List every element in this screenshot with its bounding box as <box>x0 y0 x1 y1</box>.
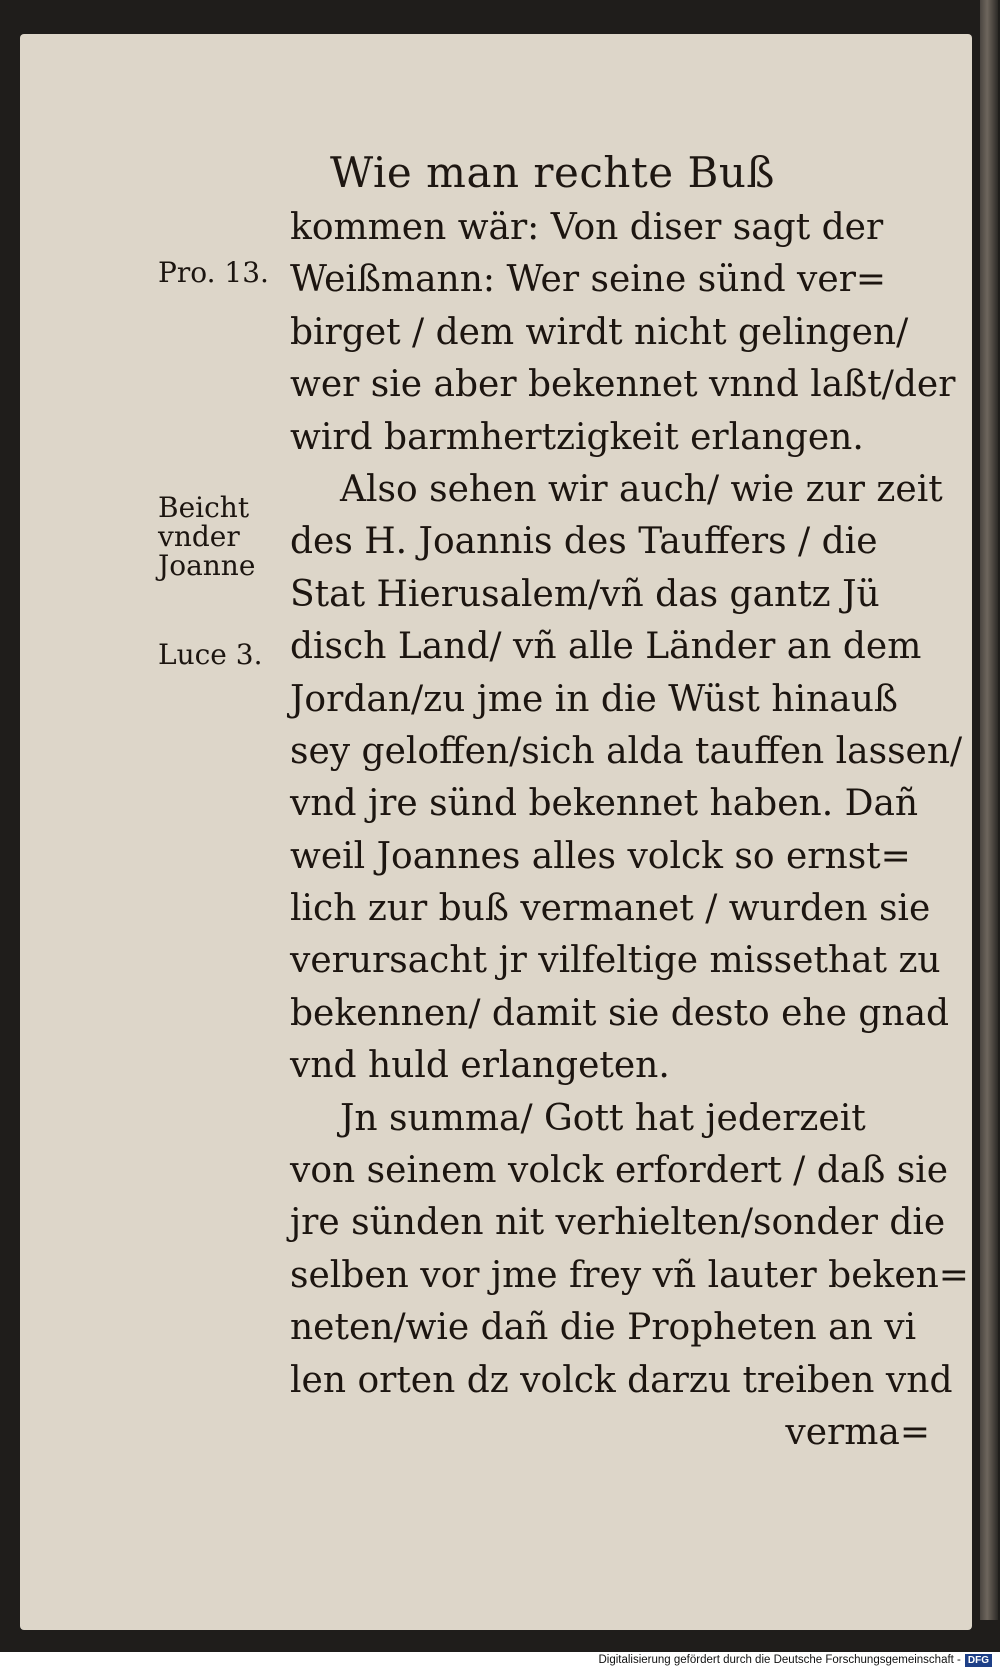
text-line: sey geloffen/sich alda tauffen lassen/ <box>290 730 963 772</box>
text-line: Weißmann: Wer seine sünd ver= <box>290 259 887 301</box>
text-line: verursacht jr vilfeltige missethat zu <box>290 940 941 982</box>
text-line: Jn summa/ Gott hat jederzeit <box>340 1097 866 1139</box>
text-line: birget / dem wirdt nicht gelingen/ <box>290 311 909 353</box>
text-line: weil Joannes alles volck so ernst= <box>290 835 911 877</box>
text-line: disch Land/ vñ alle Länder an dem <box>290 626 922 668</box>
text-line: vnd huld erlangeten. <box>290 1045 670 1087</box>
funding-footer <box>598 1652 992 1668</box>
text-line: bekennen/ damit sie desto ehe gnad <box>290 992 950 1034</box>
text-line: selben vor jme frey vñ lauter beken= <box>290 1254 969 1296</box>
text-line: des H. Joannis des Tauffers / die <box>290 521 878 563</box>
dfg-logo: DFG <box>965 1654 992 1667</box>
text-line: wird barmhertzigkeit erlangen. <box>290 416 864 458</box>
body-text <box>290 202 969 1459</box>
text-line: len orten dz volck darzu treiben vnd <box>290 1359 953 1401</box>
text-line: Jordan/zu jme in die Wüst hinauß <box>290 678 898 720</box>
page-edge <box>980 0 998 1620</box>
footer-text: Digitalisierung gefördert durch die Deutsche Forschungsgemeinschaft - <box>598 1654 961 1666</box>
text-line: Also sehen wir auch/ wie zur zeit <box>340 468 943 510</box>
margin-note-beicht: Beicht <box>158 491 250 524</box>
text-line: vnd jre sünd bekennet haben. Dañ <box>290 783 919 825</box>
catchword: verma= <box>785 1411 930 1453</box>
text-line: kommen wär: Von diser sagt der <box>290 207 884 248</box>
text-line: wer sie aber bekennet vnnd laßt/der <box>290 364 956 406</box>
text-line: von seinem volck erfordert / daß sie <box>290 1150 949 1192</box>
margin-note-vnder: vnder <box>158 520 240 553</box>
text-line: Stat Hierusalem/vñ das gantz Jü <box>290 573 880 615</box>
margin-note-joanne: Joanne <box>158 549 256 582</box>
running-header: Wie man rechte Buß <box>330 148 775 197</box>
margin-note-pro: Pro. 13. <box>158 256 269 289</box>
text-line: jre sünden nit verhielten/sonder die <box>290 1202 946 1244</box>
text-line: lich zur buß vermanet / wurden sie <box>290 888 931 930</box>
margin-note-luce: Luce 3. <box>158 638 263 671</box>
text-line: neten/wie dañ die Propheten an vi <box>290 1307 917 1349</box>
